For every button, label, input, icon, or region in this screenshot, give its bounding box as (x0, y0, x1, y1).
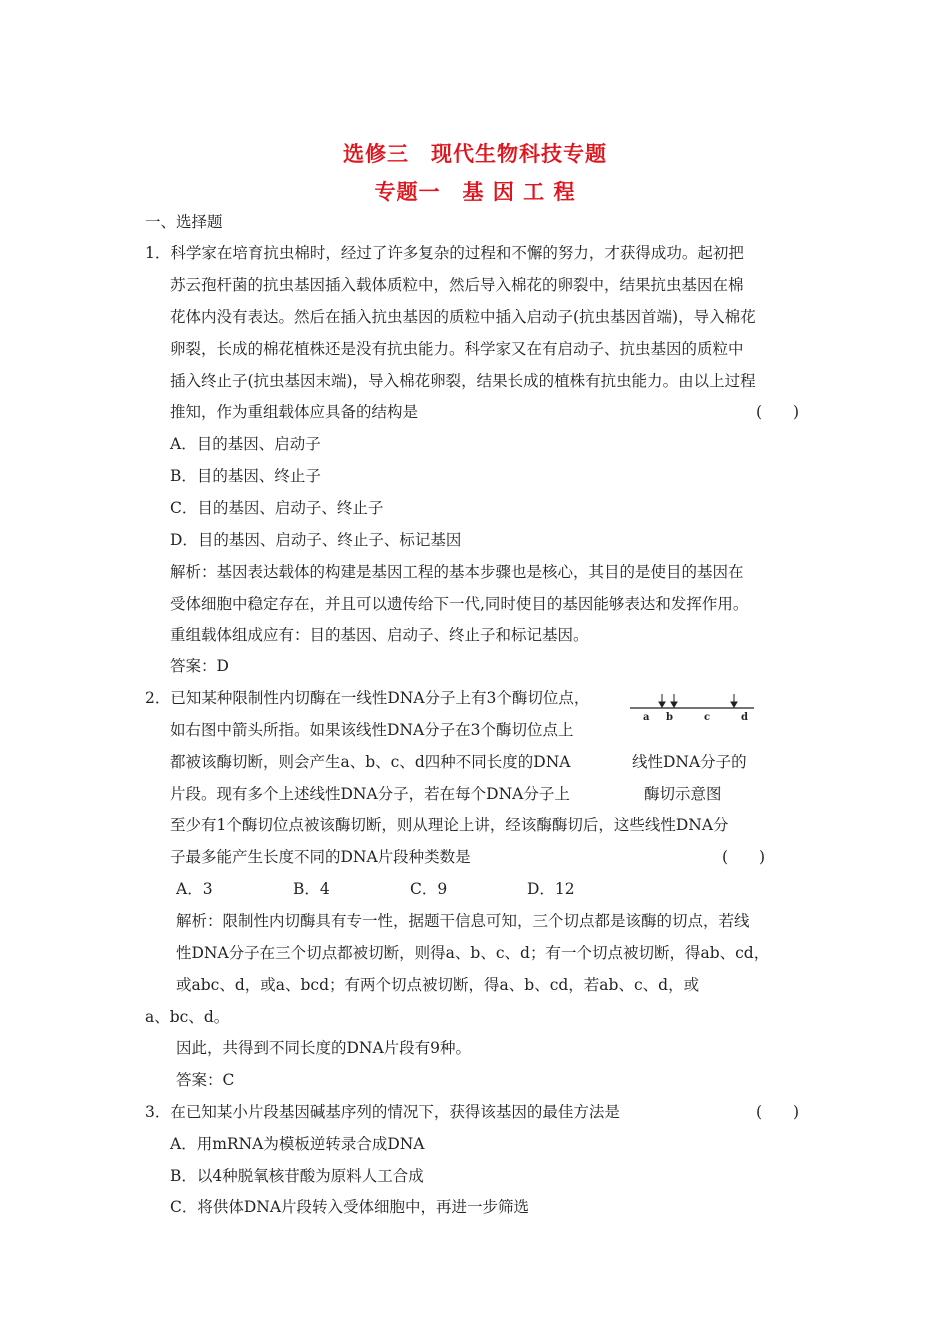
main-title: 选修三 现代生物科技专题 (343, 142, 607, 166)
q1-option-c: C．目的基因、启动子、终止子 (170, 499, 384, 517)
q2-analysis: 解析：限制性内切酶具有专一性，据题干信息可知，三个切点都是该酶的切点，若线 (176, 912, 750, 930)
q2-answer: 答案：C (176, 1071, 235, 1089)
q2-analysis: 性DNA分子在三个切点都被切断，则得a、b、c、d；有一个切点被切断，得ab、cd， (176, 944, 770, 962)
segment-label-b: b (666, 712, 673, 723)
segment-label-c: c (704, 712, 711, 723)
q1-analysis: 解析：基因表达载体的构建是基因工程的基本步骤也是核心，其目的是使目的基因在 (170, 563, 744, 581)
q2-line: 都被该酶切断，则会产生a、b、c、d四种不同长度的DNA (170, 753, 571, 771)
q3-stem: 3．在已知某小片段基因碱基序列的情况下，获得该基因的最佳方法是 (145, 1103, 620, 1121)
q1-line: 1．科学家在培育抗虫棉时，经过了许多复杂的过程和不懈的努力，才获得成功。起初把 (145, 244, 744, 262)
q2-option-c: C．9 (410, 880, 448, 898)
q2-line: 如右图中箭头所指。如果该线性DNA分子在3个酶切位点上 (170, 721, 574, 739)
q2-option-a: A．3 (176, 880, 213, 898)
q3-option-b: B．以4种脱氧核苷酸为原料人工合成 (170, 1167, 424, 1185)
q2-line: 片段。现有多个上述线性DNA分子，若在每个DNA分子上 (170, 785, 570, 803)
q1-line: 苏云孢杆菌的抗虫基因插入载体质粒中，然后导入棉花的卵裂中，结果抗虫基因在棉 (170, 276, 744, 294)
q2-analysis: a、bc、d。 (145, 1008, 230, 1026)
q1-answer-paren: ( ) (756, 403, 800, 421)
q2-answer-paren: ( ) (722, 848, 766, 866)
cut-arrow-icon (659, 694, 665, 707)
q1-option-b: B．目的基因、终止子 (170, 467, 321, 485)
diagram-caption: 线性DNA分子的 (632, 753, 747, 771)
q1-analysis: 重组载体组成应有：目的基因、启动子、终止子和标记基因。 (170, 626, 589, 644)
q2-option-b: B．4 (293, 880, 330, 898)
q3-option-c: C．将供体DNA片段转入受体细胞中，再进一步筛选 (170, 1198, 530, 1216)
cut-arrow-icon (671, 694, 677, 707)
q2-option-d: D．12 (527, 880, 575, 898)
q2-line: 子最多能产生长度不同的DNA片段种类数是 (170, 848, 471, 866)
q1-line: 卵裂，长成的棉花植株还是没有抗虫能力。科学家又在有启动子、抗虫基因的质粒中 (170, 340, 744, 358)
cut-arrow-icon (731, 694, 737, 707)
q1-line: 推知，作为重组载体应具备的结构是 (170, 403, 419, 421)
segment-label-a: a (643, 712, 650, 723)
segment-label-d: d (741, 712, 748, 723)
q1-line: 插入终止子(抗虫基因末端)，导入棉花卵裂，结果长成的植株有抗虫能力。由以上过程 (170, 372, 756, 390)
dna-cut-diagram (628, 690, 758, 730)
q2-analysis: 因此，共得到不同长度的DNA片段有9种。 (176, 1039, 472, 1057)
q1-line: 花体内没有表达。然后在插入抗虫基因的质粒中插入启动子(抗虫基因首端)，导入棉花 (170, 308, 756, 326)
q3-answer-paren: ( ) (756, 1103, 800, 1121)
q2-analysis: 或abc、d，或a、bcd；有两个切点被切断，得a、b、cd，若ab、c、d，或 (176, 976, 700, 994)
section-heading: 一、选择题 (145, 213, 223, 231)
q1-option-a: A．目的基因、启动子 (170, 435, 321, 453)
sub-title: 专题一 基 因 工 程 (374, 180, 576, 204)
q1-analysis: 受体细胞中稳定存在，并且可以遗传给下一代,同时使目的基因能够表达和发挥作用。 (170, 595, 749, 613)
q2-line: 2．已知某种限制性内切酶在一线性DNA分子上有3个酶切位点， (145, 689, 590, 707)
diagram-caption: 酶切示意图 (644, 785, 722, 803)
q2-line: 至少有1个酶切位点被该酶切断，则从理论上讲，经该酶酶切后，这些线性DNA分 (170, 816, 729, 834)
q1-option-d: D．目的基因、启动子、终止子、标记基因 (170, 531, 462, 549)
q1-answer: 答案：D (170, 657, 229, 675)
q3-option-a: A．用mRNA为模板逆转录合成DNA (170, 1135, 425, 1153)
